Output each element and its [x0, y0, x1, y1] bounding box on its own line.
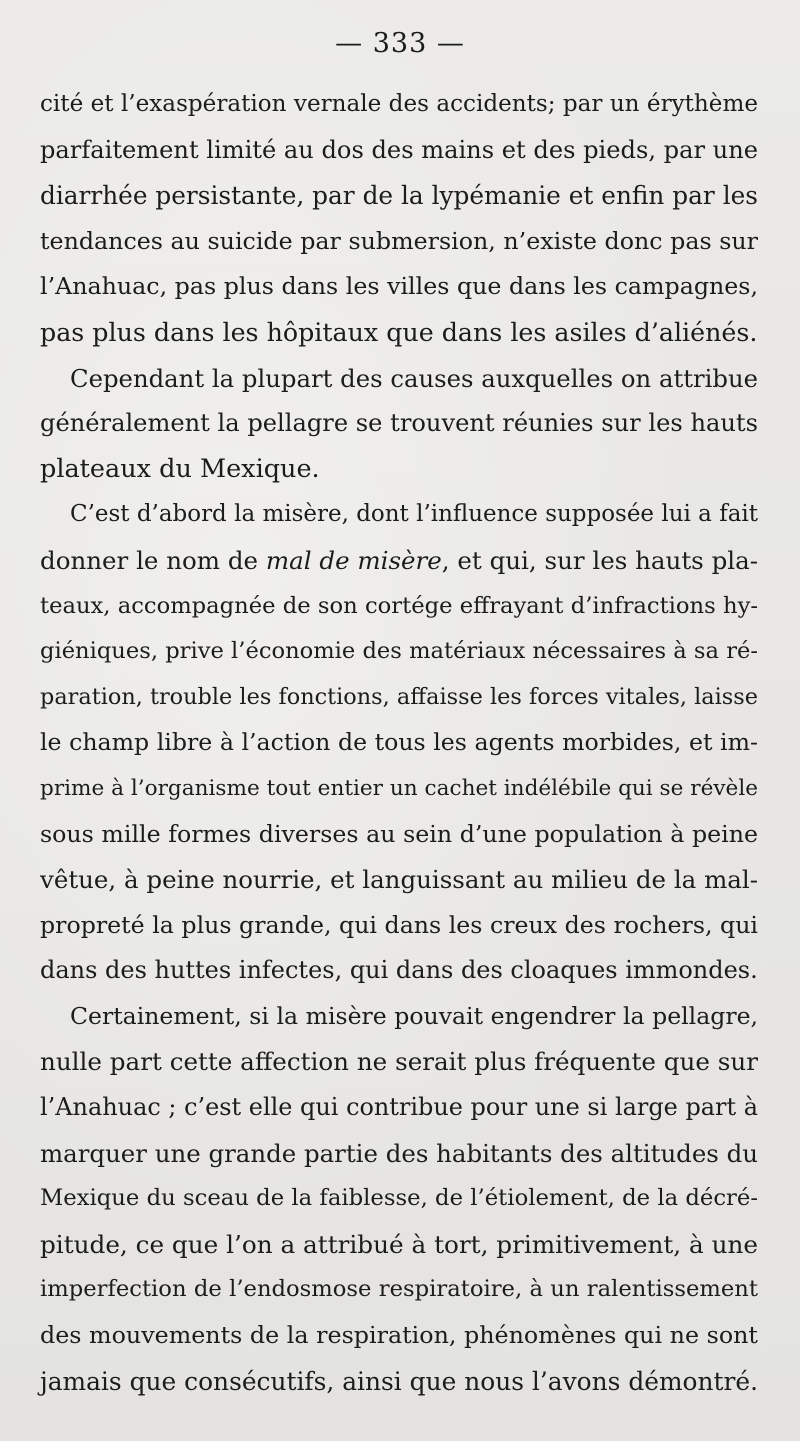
- body-text: [40, 82, 758, 1404]
- text-line: le champ libre à l’action de tous les agents morbides, et im-: [40, 728, 758, 757]
- text-line: nulle part cette affection ne serait plus fréquente que sur: [40, 1047, 758, 1077]
- text-line: vêtue, à peine nourrie, et languissant au milieu de la mal-: [40, 865, 758, 895]
- text-line: marquer une grande partie des habitants des altitudes du: [40, 1138, 758, 1168]
- text-line: l’Anahuac, pas plus dans les villes que dans les campagnes,: [40, 272, 758, 301]
- text-line: Certainement, si la misère pouvait engendrer la pellagre,: [70, 1001, 758, 1030]
- text-line: pitude, ce que l’on a attribué à tort, primitivement, à une: [40, 1229, 758, 1259]
- text-line: C’est d’abord la misère, dont l’influence supposée lui a fait: [70, 501, 758, 528]
- paragraph-2: [40, 356, 758, 493]
- text-run: , et qui, sur les hauts pla-: [441, 545, 759, 575]
- text-line: Cependant la plupart des causes auxquelles on attribue: [70, 363, 758, 393]
- text-line: des mouvements de la respiration, phénomènes qui ne sont: [40, 1321, 758, 1350]
- text-line: plateaux du Mexique.: [40, 453, 320, 484]
- text-line: généralement la pellagre se trouvent réunies sur les hauts: [40, 409, 758, 438]
- text-line: imperfection de l’endosmose respiratoire, à un ralentissement: [40, 1276, 758, 1303]
- italic-phrase: mal de misère: [265, 545, 442, 575]
- text-line: Mexique du sceau de la faiblesse, de l’étiolement, de la décré-: [40, 1185, 758, 1212]
- paragraph-1: [40, 82, 758, 356]
- text-line: dans des huttes infectes, qui dans des cloaques immondes.: [40, 956, 758, 985]
- text-line: l’Anahuac ; c’est elle qui contribue pour une si large part à: [40, 1093, 758, 1122]
- text-line: sous mille formes diverses au sein d’une population à peine: [40, 819, 758, 848]
- text-line: propreté la plus grande, qui dans les creux des rochers, qui: [40, 910, 758, 939]
- page-number: — 333 —: [335, 28, 465, 59]
- text-line: jamais que consécutifs, ainsi que nous l’avons démontré.: [40, 1366, 758, 1396]
- text-line: prime à l’organisme tout entier un cachet indélébile qui se révèle: [40, 775, 758, 801]
- paragraph-3: [40, 492, 758, 994]
- text-line: cité et l’exaspération vernale des accidents; par un érythème: [40, 91, 758, 117]
- text-line: parfaitement limité au dos des mains et des pieds, par une: [40, 135, 758, 164]
- text-run: donner le nom de: [40, 545, 266, 575]
- text-line: pas plus dans les hôpitaux que dans les asiles d’aliénés.: [40, 317, 758, 347]
- text-line: diarrhée persistante, par de la lypémanie et enfin par les: [40, 181, 758, 211]
- text-line: tendances au suicide par submersion, n’existe donc pas sur: [40, 226, 758, 255]
- text-line: teaux, accompagnée de son cortége effrayant d’infractions hy-: [40, 592, 758, 619]
- text-line: paration, trouble les fonctions, affaisse les forces vitales, laisse: [40, 683, 758, 710]
- text-line: giéniques, prive l’économie des matériaux nécessaires à sa ré-: [40, 638, 758, 665]
- text-line-with-italic: [40, 538, 758, 584]
- paragraph-4: [40, 994, 758, 1404]
